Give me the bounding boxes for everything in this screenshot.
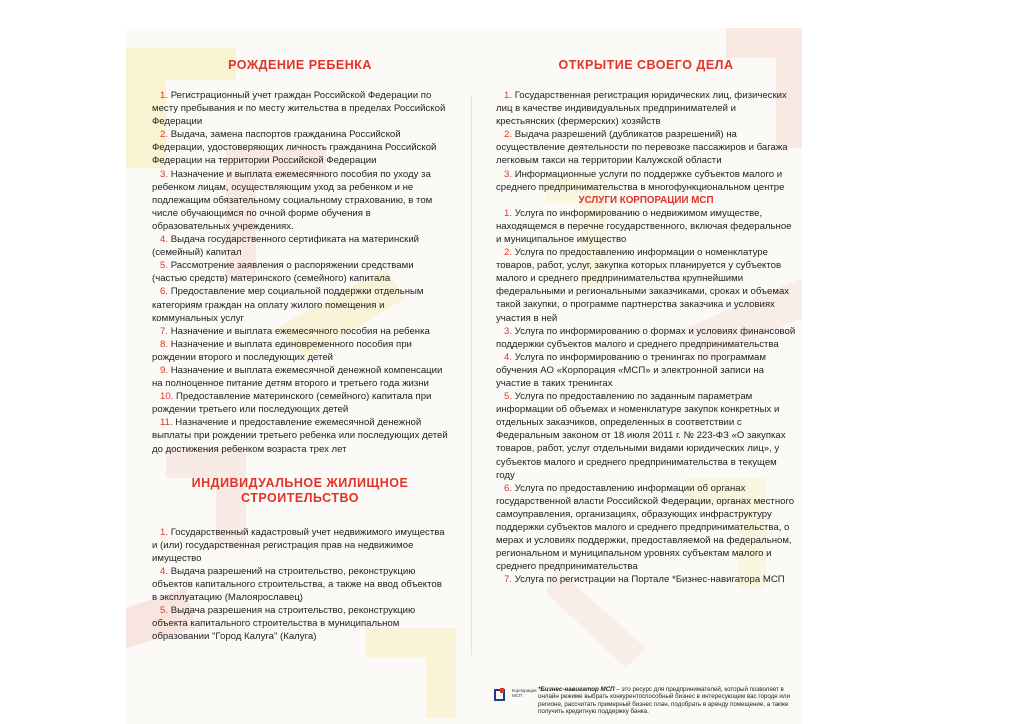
item-number: 8.	[160, 338, 169, 350]
list-item	[496, 89, 796, 128]
item-text: Выдача государственного сертификата на материнский (семейный) капитал	[152, 234, 420, 259]
item-text: Выдача, замена паспортов гражданина Российской Федерации, удостоверяющих личность гражданина Российской Федерации на территории Российской Федерации	[152, 129, 437, 167]
item-text: Назначение и выплата единовременного пособия при рождении второго и последующих детей	[152, 338, 412, 363]
item-number: 3.	[504, 168, 513, 180]
item-text: Услуга по предоставлению информации о номенклатуре товаров, работ, услуг, закупка которых планируется у субъектов малого и среднего предпринимательства крупнейшими федеральными и региональными заказчиками, сроках и объемах такой закупки, о программе партнерства заказчика и условиях участия в ней	[496, 247, 790, 324]
list-item	[152, 604, 448, 643]
list-item	[152, 128, 448, 167]
list-item	[152, 416, 448, 455]
item-text: Предоставление материнского (семейного) капитала при рождении третьего или последующих детей	[152, 391, 432, 416]
item-number: 7.	[160, 325, 169, 337]
list-item	[496, 573, 796, 586]
list-item	[152, 526, 448, 565]
item-number: 11.	[160, 417, 173, 429]
item-number: 1.	[160, 90, 169, 101]
footer-description: – это ресурс для предпринимателей, который позволяет в онлайн режиме выбрать конкурентоспособный бизнес в интересующем вас городе или регионе, рассчитать примерный бизнес план, подобрать в аренду помещение, а также получить кредитную поддержку банка.	[538, 686, 790, 716]
item-text: Услуга по регистрации на Портале *Бизнес-навигатора МСП	[514, 574, 785, 586]
item-number: 3.	[160, 168, 169, 180]
list-item	[152, 565, 448, 604]
list-item	[496, 390, 796, 482]
section-title-birth: РОЖДЕНИЕ РЕБЕНКА	[228, 58, 372, 72]
item-number: 5.	[160, 260, 169, 272]
item-number: 1.	[160, 526, 169, 538]
item-number: 2.	[504, 247, 513, 259]
birth-services-list	[152, 89, 448, 456]
item-text: Выдача разрешений на строительство, реконструкцию объектов капитального строительства, а также на ввод объектов в эксплуатацию (Малоярославец)	[152, 565, 442, 604]
item-text: Информационные услуги по поддержке субъектов малого и среднего предпринимательства в многофункциональном центре	[496, 168, 785, 193]
item-text: Услуга по информированию о недвижимом имуществе, находящемся в перечне государственного, включая федеральное и муниципальное имущество	[496, 207, 792, 245]
item-number: 3.	[504, 325, 513, 337]
item-number: 6.	[160, 286, 169, 298]
msp-logo-icon	[494, 688, 512, 702]
item-number: 4.	[504, 351, 513, 363]
item-text: Услуга по предоставлению информации об органах государственной власти Российской Федерации, органах местного самоуправления, организациях, образующих инфраструктуру поддержки субъектов малого и среднего предпринимательства, о мерах и условиях поддержки, предоставляемой на федеральном, региональном и муниципальном уровнях субъектам малого и среднего предпринимательства	[496, 482, 795, 573]
item-number: 7.	[504, 574, 513, 586]
item-number: 10.	[160, 391, 174, 403]
section-title-housing	[152, 476, 448, 506]
item-text: Назначение и предоставление ежемесячной денежной выплаты при рождении третьего ребенка или последующих детей до достижения ребенком возраста трех лет	[152, 417, 448, 455]
list-item	[152, 325, 448, 338]
right-column	[496, 58, 796, 586]
list-item	[496, 325, 796, 351]
item-text: Услуга по предоставлению по заданным параметрам информации об объемах и номенклатуре закупок конкретных и отдельных заказчиков, определенных в соответствии с Федеральным законом от 18 июля 2011 г. № 223-ФЗ «О закупках товаров, работ, услуг отдельными видами юридических лиц», у субъектов малого и среднего предпринимательства в текущем году	[496, 391, 786, 481]
item-text: Государственная регистрация юридических лиц, физических лиц в качестве индивидуальных предпринимателей и крестьянских (фермерских) хозяйств	[496, 90, 787, 128]
item-number: 6.	[504, 482, 513, 494]
list-item	[496, 246, 796, 325]
list-item	[152, 338, 448, 364]
item-number: 9.	[160, 364, 169, 376]
item-text: Услуга по информированию о формах и условиях финансовой поддержки субъектов малого и среднего предпринимательства	[496, 325, 796, 350]
item-text: Назначение и выплата ежемесячного пособия по уходу за ребенком лицам, осуществляющим уход за ребенком и не подлежащим обязательному социальному страхованию, в том числе обучающимся по очной форме обучения в образовательных учреждениях.	[152, 168, 433, 232]
brochure-fold-line	[471, 95, 472, 655]
item-number: 4.	[160, 565, 169, 577]
item-text: Назначение и выплата ежемесячной денежной компенсации на полноценное питание детям второго и третьего года жизни	[152, 364, 443, 390]
item-text: Назначение и выплата ежемесячного пособия на ребенка	[170, 325, 430, 337]
item-text: Регистрационный учет граждан Российской Федерации по месту пребывания и по месту жительства в пределах Российской Федерации	[152, 90, 446, 128]
item-text: Услуга по информированию о тренингах по программам обучения АО «Корпорация «МСП» и электронной записи на участие в таких тренингах	[496, 351, 766, 389]
footer-bold-name: *Бизнес-навигатор МСП	[538, 686, 615, 693]
list-item	[496, 482, 796, 574]
item-number: 5.	[504, 391, 513, 403]
list-item	[152, 233, 448, 259]
list-item	[152, 364, 448, 390]
list-item	[152, 285, 448, 324]
item-number: 4.	[160, 234, 169, 246]
item-text: Выдача разрешения на строительство, реконструкцию объекта капитального строительства в муниципальном образовании "Город Калуга" (Калуга)	[152, 605, 416, 643]
list-item	[496, 128, 796, 167]
item-number: 2.	[160, 129, 169, 141]
item-text: Предоставление мер социальной поддержки отдельным категориям граждан на оплату жилого помещения и коммунальных услуг	[152, 286, 424, 324]
section-title-msp: УСЛУГИ КОРПОРАЦИИ МСП	[578, 194, 714, 206]
list-item	[152, 89, 448, 128]
item-text: Государственный кадастровый учет недвижимого имущества и (или) государственная регистрация прав на недвижимое имущество	[152, 526, 445, 564]
list-item	[496, 168, 796, 194]
item-text: Рассмотрение заявления о распоряжении средствами (частью средств) материнского (семейного) капитала	[152, 260, 414, 285]
left-column	[152, 58, 448, 643]
section-title-housing-line2: СТРОИТЕЛЬСТВО	[241, 490, 359, 505]
housing-services-list	[152, 526, 448, 644]
list-item	[496, 207, 796, 246]
section-title-housing-line1: ИНДИВИДУАЛЬНОЕ ЖИЛИЩНОЕ	[191, 475, 409, 490]
business-services-list	[496, 89, 796, 194]
item-number: 1.	[504, 207, 513, 219]
list-item	[152, 168, 448, 233]
list-item	[152, 259, 448, 285]
section-title-business: ОТКРЫТИЕ СВОЕГО ДЕЛА	[558, 58, 734, 72]
msp-services-list	[496, 207, 796, 587]
msp-logo-text: Корпорация МСП	[512, 688, 537, 698]
list-item	[152, 390, 448, 416]
footer-text	[538, 686, 794, 716]
item-number: 1.	[504, 90, 513, 101]
item-text: Выдача разрешений (дубликатов разрешений) на осуществление деятельности по перевозке пассажиров и багажа легковым такси на территории Калужской области	[496, 129, 788, 167]
item-number: 2.	[504, 129, 513, 141]
list-item	[496, 351, 796, 390]
item-number: 5.	[160, 605, 169, 617]
